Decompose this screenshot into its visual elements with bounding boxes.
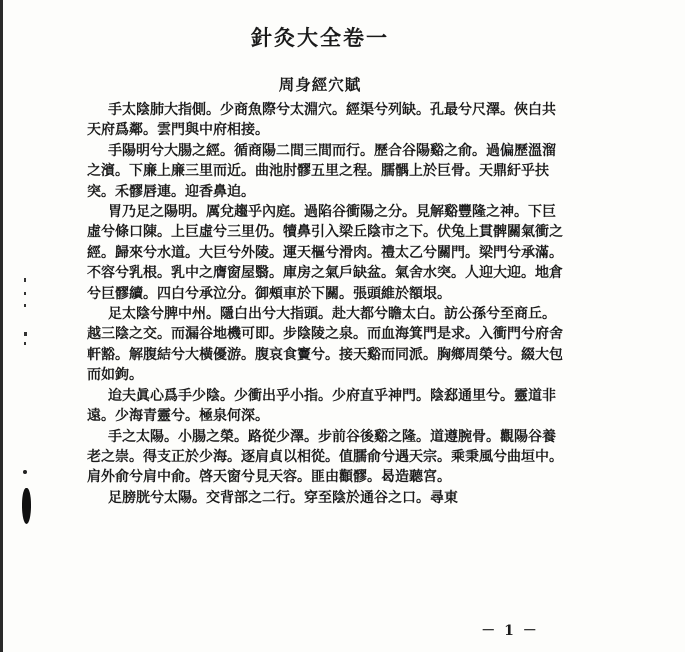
section-title: 周身經穴賦	[278, 75, 362, 94]
paragraph: 足膀胱兮太陽。交背部之二行。穿至陰於通谷之口。尋東	[108, 489, 458, 506]
page-edge	[0, 0, 3, 652]
chapter-title: 針灸大全卷一	[251, 25, 389, 50]
scan-mark	[24, 304, 26, 307]
page-number: － 1 －	[481, 623, 539, 639]
paragraph: 手之太陽。小腸之榮。路從少澤。步前谷後谿之隆。道遵腕骨。觀陽谷養老之崇。得支正於少海。逐肩貞以相從。值臑俞兮遇天宗。乘秉風兮曲垣中。肩外俞兮肩中俞。啓天窗兮見天容。匪由顴髎。曷造聽宮。	[87, 428, 563, 486]
scan-mark	[23, 470, 27, 474]
paragraph: 手陽明兮大腸之經。循商陽二間三間而行。歷合谷陽谿之俞。過偏歷溫溜之濱。下廉上廉三里而近。曲池肘髎五里之程。臑髃上於巨骨。天鼎紆乎扶突。禾髎唇連。迎香鼻迫。	[87, 142, 556, 200]
paragraph: 足太陰兮脾中州。隱白出兮大指頭。赴大都兮瞻太白。訪公孫兮至商丘。越三陰之交。而漏谷地機可即。步陰陵之泉。而血海箕門是求。入衝門兮府舍軒豁。解腹結兮大橫優游。腹哀食竇兮。接天谿而同派。胸鄉周榮兮。綴大包而如鉤。	[87, 306, 563, 384]
scan-mark	[24, 332, 27, 336]
paragraph: 胃乃足之陽明。厲兌趨乎內庭。過陷谷衝陽之分。見解谿豐隆之神。下巨虛兮條口陳。上巨虛兮三里仍。犢鼻引入梁丘陰市之下。伏兔上貫髀關氣衝之經。歸來兮水道。大巨兮外陵。運天樞兮滑肉。禮太乙兮關門。梁門兮承滿。不容兮乳根。乳中之膺窗屋翳。庫房之氣戶缺盆。氣舍水突。人迎大迎。地倉兮巨髎續。四白兮承泣分。御頰車於下關。張頭維於額垠。	[87, 204, 563, 302]
text-body	[87, 100, 567, 508]
scan-blot	[22, 488, 31, 524]
scan-mark	[24, 292, 26, 295]
scan-mark	[24, 278, 26, 282]
paragraph: 手太陰肺大指側。少商魚際兮太淵穴。經渠兮列缺。孔最兮尺澤。俠白共天府爲鄰。雲門與中府相接。	[87, 102, 556, 139]
scan-mark	[24, 342, 26, 345]
paragraph: 迨夫眞心爲手少陰。少衝出乎小指。少府直乎神門。陰郄通里兮。靈道非遠。少海青靈兮。極泉何深。	[87, 387, 556, 425]
